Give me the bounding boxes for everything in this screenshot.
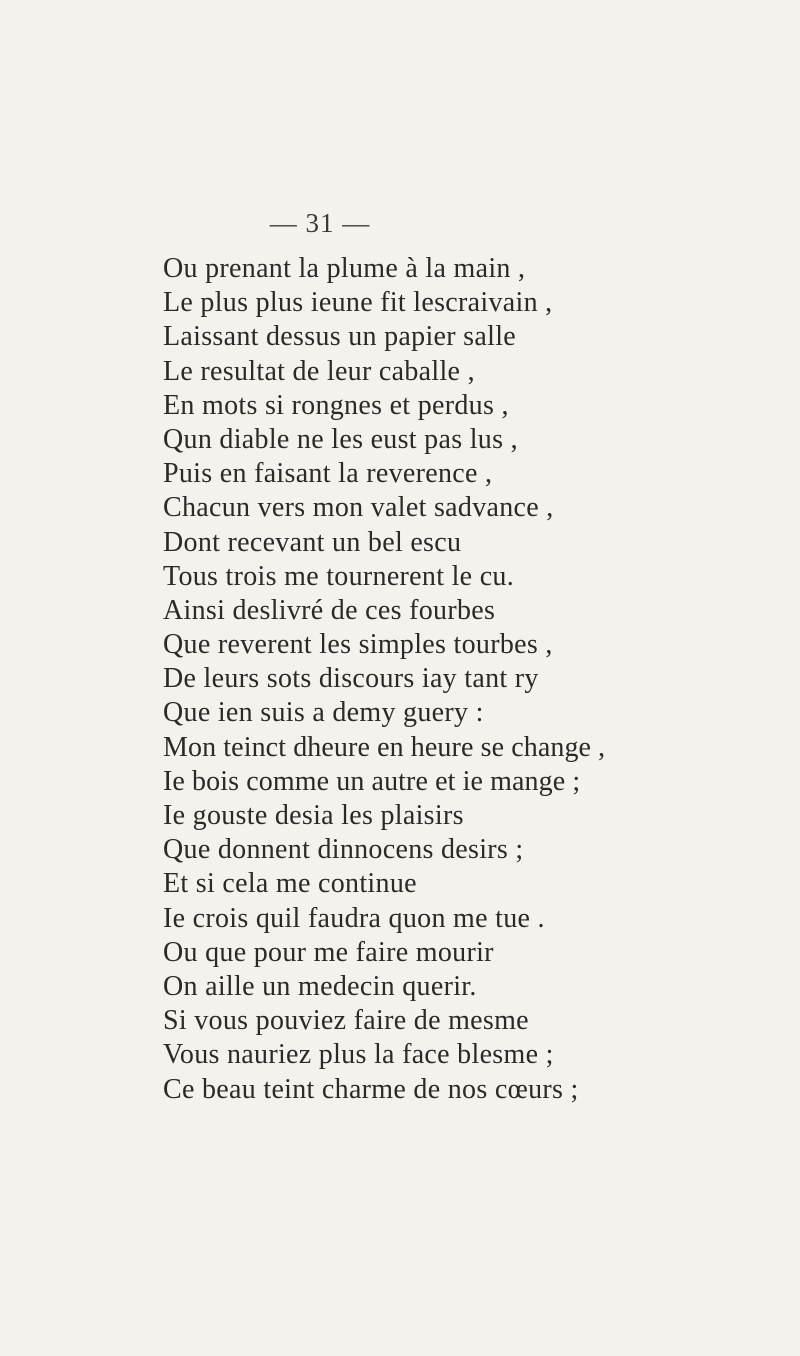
poem-line: Le resultat de leur caballe , xyxy=(163,355,475,387)
poem-line: Que donnent dinnocens desirs ; xyxy=(163,834,524,866)
poem-line: Mon teinct dheure en heure se change , xyxy=(163,731,606,763)
poem-line: Ainsi deslivré de ces fourbes xyxy=(163,594,496,626)
poem-line: Ie bois comme un autre et ie mange ; xyxy=(163,765,581,797)
poem-line: Le plus plus ieune fit lescraivain , xyxy=(163,287,553,319)
poem-line: Ou prenant la plume à la main , xyxy=(163,253,526,284)
poem-line: En mots si rongnes et perdus , xyxy=(163,389,509,421)
poem-line: Ou que pour me faire mourir xyxy=(163,936,494,968)
poem-line: Laissant dessus un papier salle xyxy=(163,321,516,353)
poem-line: Ce beau teint charme de nos cœurs ; xyxy=(163,1073,579,1105)
poem-line: Que reverent les simples tourbes , xyxy=(163,629,553,661)
poem-line: Vous nauriez plus la face blesme ; xyxy=(163,1039,554,1071)
poem xyxy=(163,252,605,1107)
poem-line: Si vous pouviez faire de mesme xyxy=(163,1005,529,1037)
poem-line: Chacun vers mon valet sadvance , xyxy=(163,492,554,524)
poem-line: Ie crois quil faudra quon me tue . xyxy=(163,902,545,934)
poem-line: On aille un medecin querir. xyxy=(163,970,477,1002)
poem-line: Et si cela me continue xyxy=(163,868,417,900)
poem-line: Tous trois me tournerent le cu. xyxy=(163,560,515,592)
poem-line: Que ien suis a demy guery : xyxy=(163,697,484,729)
poem-line: Puis en faisant la reverence , xyxy=(163,458,493,490)
poem-line: De leurs sots discours iay tant ry xyxy=(163,663,539,695)
poem-line: Dont recevant un bel escu xyxy=(163,526,462,558)
poem-line: Qun diable ne les eust pas lus , xyxy=(163,423,518,455)
page-number: — 31 — xyxy=(269,208,371,238)
poem-line: Ie gouste desia les plaisirs xyxy=(163,800,464,831)
